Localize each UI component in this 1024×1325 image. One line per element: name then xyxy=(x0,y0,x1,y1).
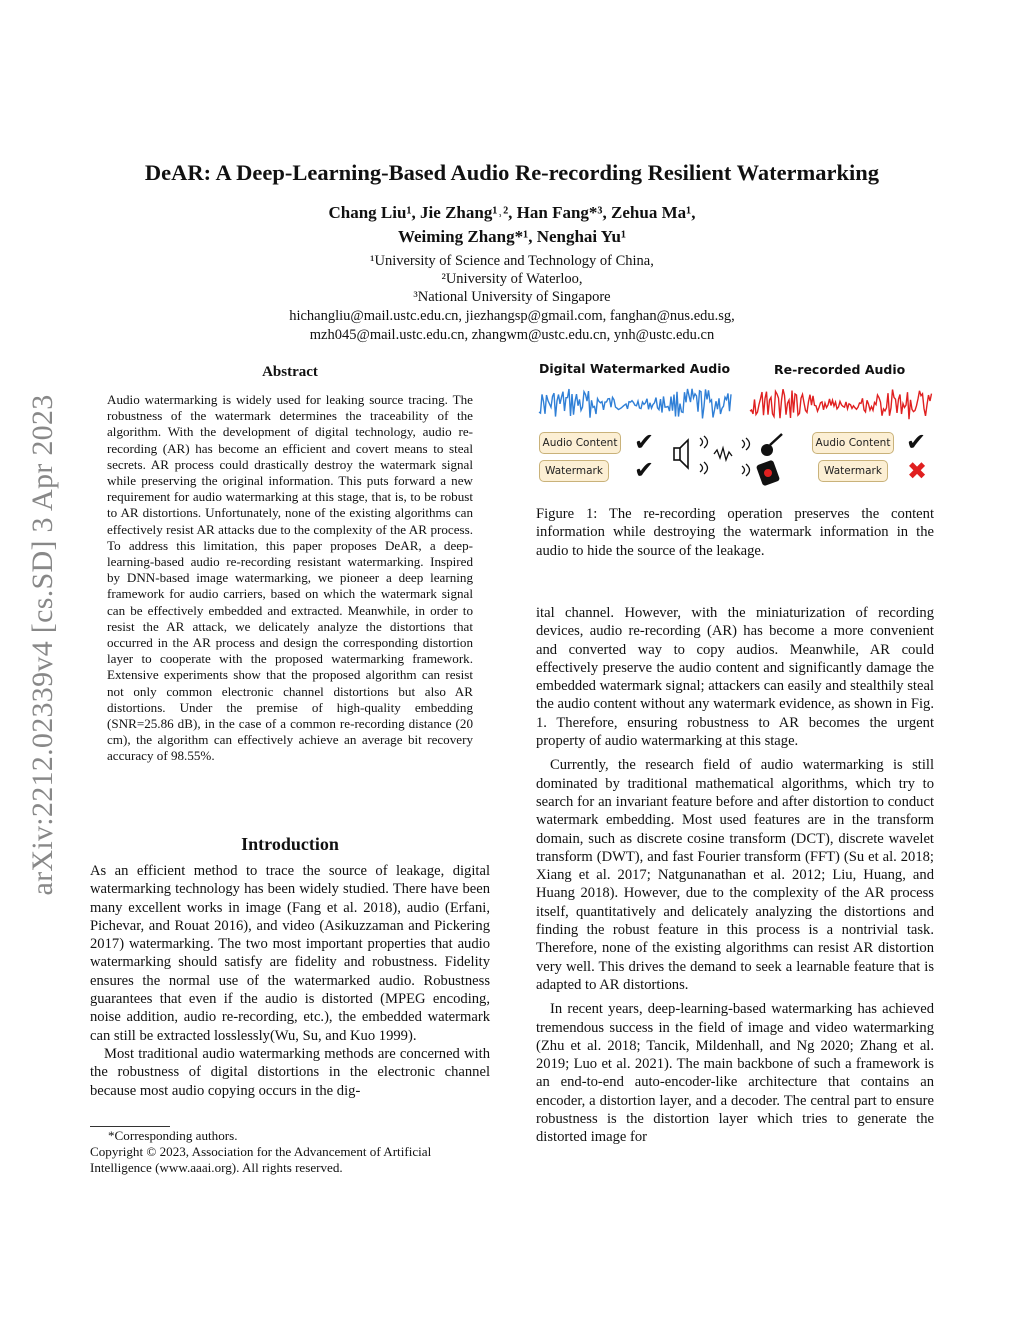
figure-caption: Figure 1: The re-recording operation preserves the content information while destroying the watermark information in the audio to hide the source of the leakage. xyxy=(536,506,934,559)
check-icon: ✔ xyxy=(906,428,927,456)
footnote xyxy=(90,1128,490,1176)
footnote-corresponding: *Corresponding authors. xyxy=(108,1128,238,1143)
sound-waves-icon xyxy=(700,436,750,476)
left-watermark-label: Watermark xyxy=(539,460,609,482)
phone-recording-icon xyxy=(756,460,780,487)
watermarked-waveform xyxy=(539,389,731,419)
affiliation-1: ¹University of Science and Technology of China, xyxy=(370,253,654,269)
footnote-copyright: Copyright © 2023, Association for the Advancement of Artificial Intelligence (www.aaai.org). All rights reserved. xyxy=(90,1144,432,1175)
rerecorded-waveform xyxy=(750,389,932,419)
figure-right-header: Re-recorded Audio xyxy=(774,362,906,377)
right-paragraph-3: In recent years, deep-learning-based watermarking has achieved tremendous success in the field of image and video watermarking (Zhu et al. 2018; Tancik, Mildenhall, and Ng 2020; Zhang et al. 2019; Luo et al. 2021). The main backbone of such a framework is an end-to-end auto-encoder-like architecture that contains an encoder, a distortion layer, and a decoder. The central part to ensure robustness is the distortion layer which tries to generate the distorted image for xyxy=(536,1001,934,1146)
abstract-heading: Abstract xyxy=(262,364,318,380)
author-line-1: Chang Liu¹, Jie Zhang¹˒², Han Fang*³, Zehua Ma¹, xyxy=(328,203,696,222)
paper-title: DeAR: A Deep-Learning-Based Audio Re-recording Resilient Watermarking xyxy=(144,160,880,185)
check-icon: ✔ xyxy=(634,456,655,484)
right-watermark-label: Watermark xyxy=(818,460,888,482)
author-line-2: Weiming Zhang*¹, Nenghai Yu¹ xyxy=(397,227,627,246)
author-emails-2: mzh045@mail.ustc.edu.cn, zhangwm@ustc.edu.cn, ynh@ustc.edu.cn xyxy=(309,327,715,343)
right-paragraph-1: ital channel. However, with the miniaturization of recording devices, audio re-recording (AR) has become a more convenient and converted way to copy audios. Meanwhile, AR could effectively preserve the audio content and significantly damage the embedded watermark signal; attackers can easily and stealthily steal the audio content without any watermark evidence, as shown in Fig. 1. Therefore, ensuring robustness to AR becomes the urgent property of audio watermarking at this stage. xyxy=(536,605,934,750)
intro-paragraph-1: As an efficient method to trace the source of leakage, digital watermarking technology has been widely studied. There have been many excellent works in image (Fang et al. 2018), audio (Erfani, Pichevar, and Rouat 2016), and video (Asikuzzaman and Pickering 2017) watermarking. The two most important properties that audio watermarking should satisfy are fidelity and robustness. Fidelity ensures the normal use of the watermarked audio. Robustness guarantees that even if the audio is distorted (MPEG encoding, noise addition, audio re-recording, etc.), the embedded watermark can still be extracted losslessly(Wu, Su, and Kuo 1999). xyxy=(90,863,490,1044)
intro-paragraph-2: Most traditional audio watermarking methods are concerned with the robustness of digital distortions in the electronic channel because most audio copying occurs in the dig- xyxy=(90,1045,490,1099)
footnote-rule xyxy=(90,1126,170,1127)
left-audio-content-label: Audio Content xyxy=(539,432,621,454)
introduction-heading: Introduction xyxy=(241,834,339,854)
affiliation-2: ²University of Waterloo, xyxy=(441,271,583,287)
waveform-graphics xyxy=(536,384,934,424)
figure-1 xyxy=(536,356,934,506)
affiliation-3: ³National University of Singapore xyxy=(413,289,611,305)
cross-icon: ✖ xyxy=(907,457,928,485)
arxiv-identifier: arXiv:2212.02339v4 [cs.SD] 3 Apr 2023 xyxy=(26,394,59,896)
check-icon: ✔ xyxy=(634,428,655,456)
rerecording-icons xyxy=(670,428,800,488)
abstract-text: Audio watermarking is widely used for leaking source tracing. The robustness of the watermark determines the traceability of the algorithm. With the development of digital technology, audio re-recording (AR) has become an efficient and covert means to steal secrets. AR process could drastically destroy the watermark signal while preserving the original information. This puts forward a new requirement for audio watermarking at this stage, that is, to be robust to AR distortions. Unfortunately, none of the existing algorithms can effectively resist AR attacks due to the complexity of the AR process. To address this limitation, this paper proposes DeAR, a deep-learning-based audio re-recording resistant watermarking. Inspired by DNN-based image watermarking, we pioneer a deep learning framework for audio carriers, based on which the watermark signal can be effectively embedded and extracted. Meanwhile, in order to resist the AR attack, we delicately analyze the distortions that occurred in the AR process and design the corresponding distortion layer to cooperate with the proposed watermarking framework. Extensive experiments show that the proposed algorithm can resist not only common electronic channel distortions but also AR distortions. Under the premise of high-quality embedding (SNR=25.86 dB), in the case of a common re-recording distance (20 cm), the algorithm can effectively achieve an average bit recovery accuracy of 98.55%. xyxy=(107,392,473,764)
author-emails-1: hichangliu@mail.ustc.edu.cn, jiezhangsp@gmail.com, fanghan@nus.edu.sg, xyxy=(289,308,735,324)
right-paragraph-2: Currently, the research field of audio watermarking is still dominated by traditional mathematical algorithms, which try to search for an invariant feature before and after distortion to conduct watermark embedding. Most used features are in the transform domain, such as discrete cosine transform (DCT), discrete wavelet transform (DWT), and fast Fourier transform (FFT) (Su et al. 2018; Xiang et al. 2017; Natgunanathan et al. 2012; Liu, Huang, and Huang 2018). However, due to the complexity of the AR process itself, quantitatively and delicately analyzing the distortions and finding the robust feature in this process is a nontrivial task. Therefore, none of the existing algorithms can resist AR distortion very well. This drives the demand to seek a learnable feature that is adapted to AR distortions. xyxy=(536,757,934,993)
right-audio-content-label: Audio Content xyxy=(812,432,894,454)
microphone-icon xyxy=(761,434,782,456)
speaker-icon xyxy=(674,440,688,468)
figure-left-header: Digital Watermarked Audio xyxy=(539,361,731,376)
